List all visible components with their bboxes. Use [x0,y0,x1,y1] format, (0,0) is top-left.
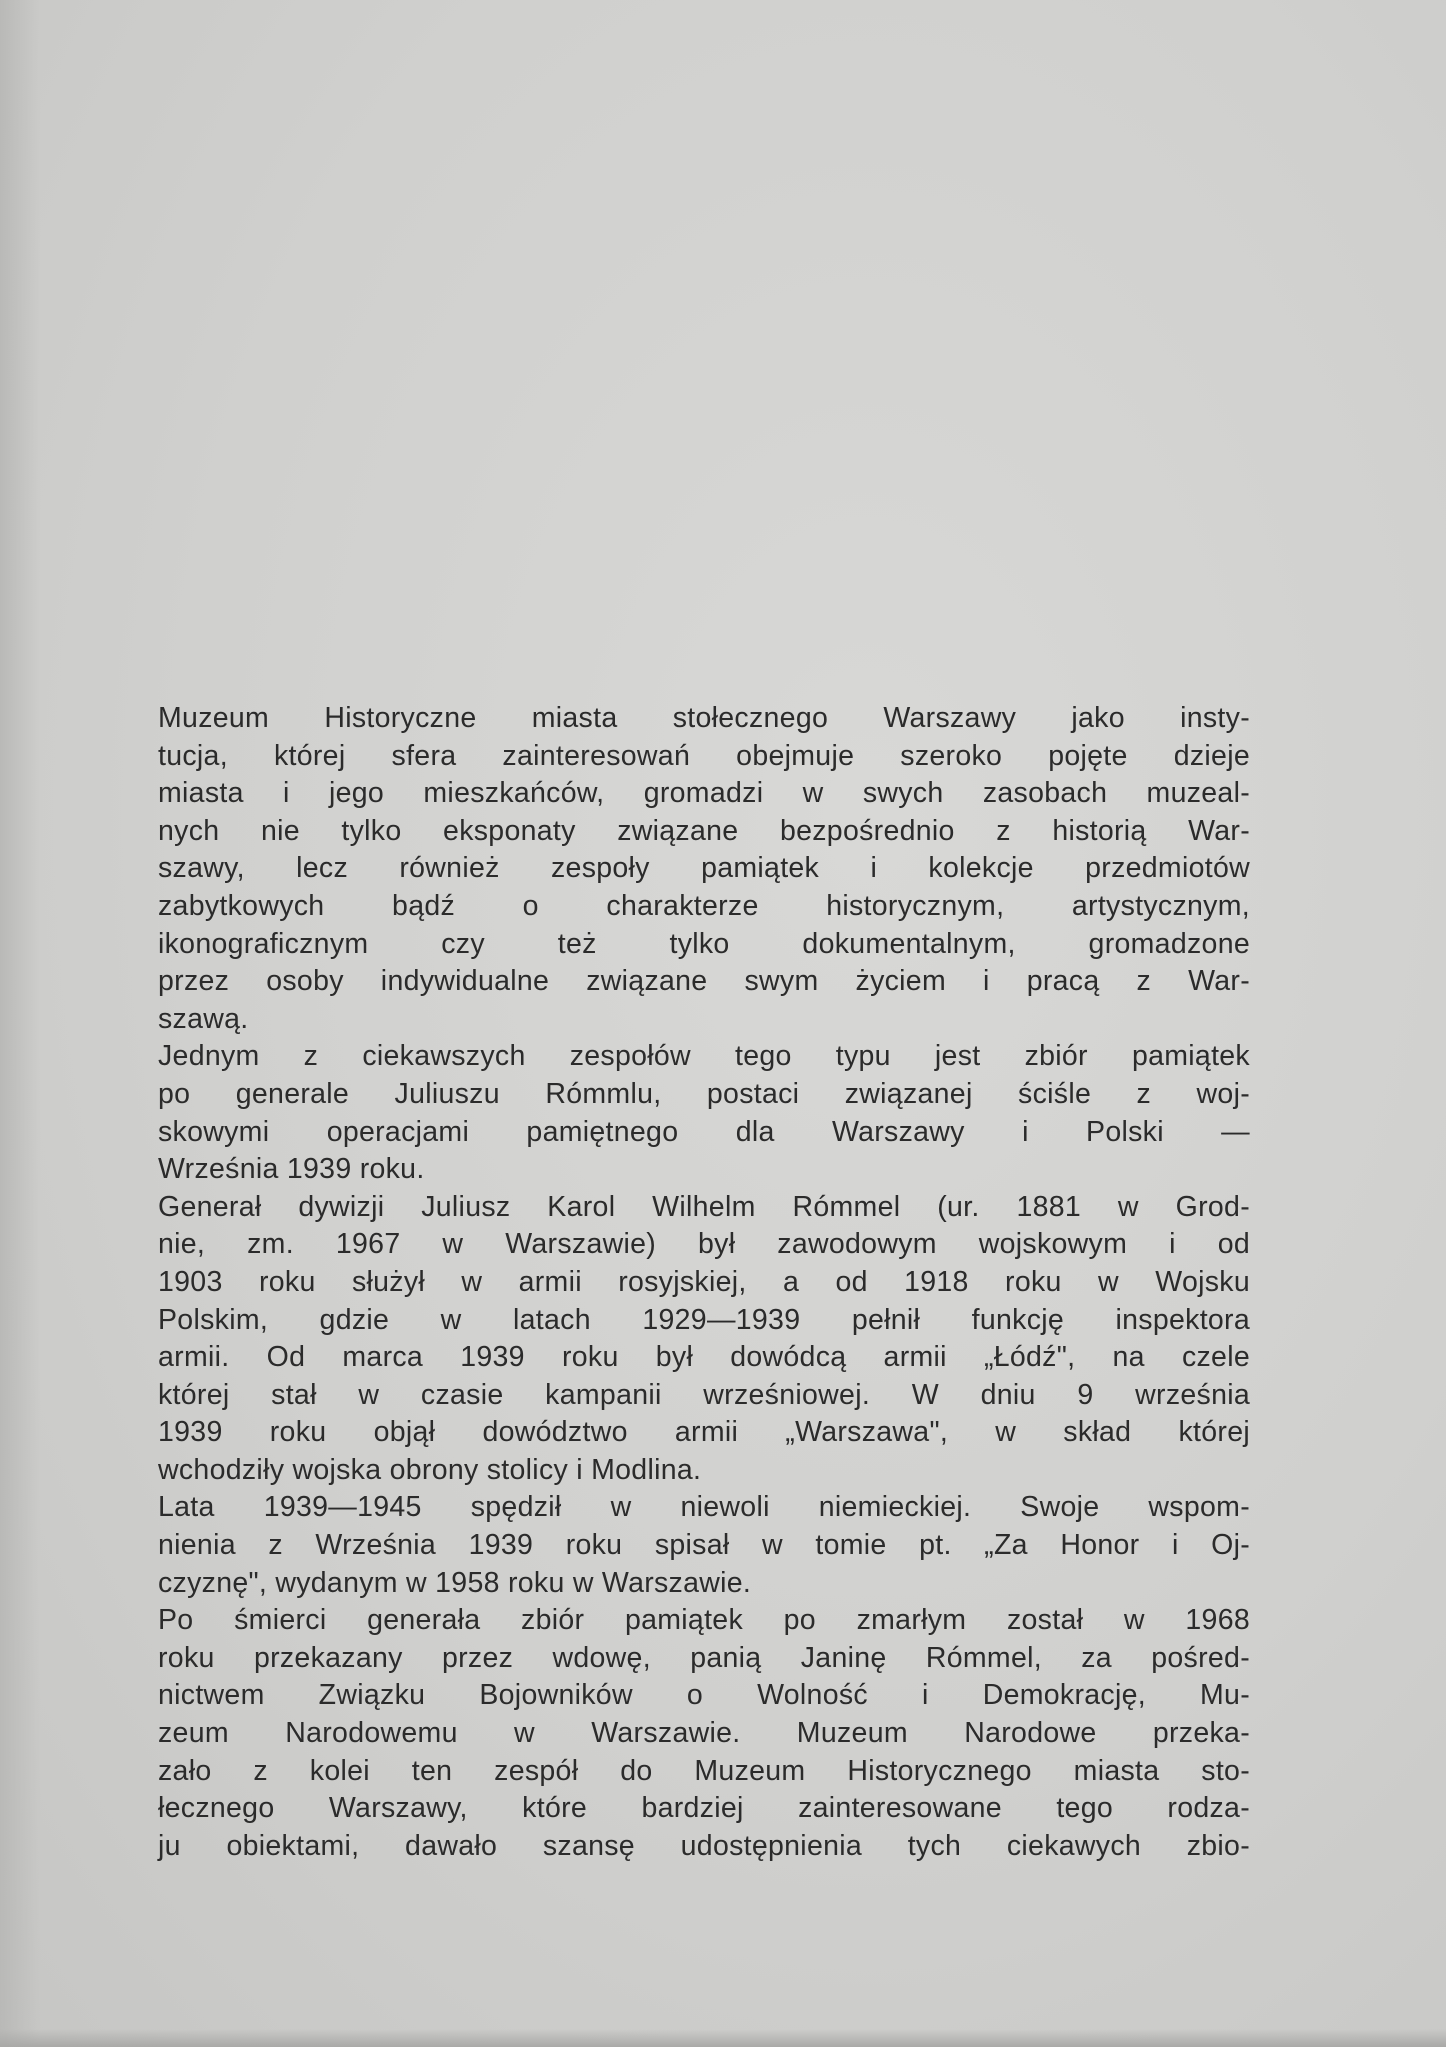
text-line: 1939 roku objął dowództwo armii „Warszawa", w skład której [158,1416,1250,1449]
text-line: nie, zm. 1967 w Warszawie) był zawodowym wojskowym i od [158,1228,1250,1261]
text-line: łecznego Warszawy, które bardziej zainteresowane tego rodza- [158,1792,1250,1825]
text-line: nienia z Września 1939 roku spisał w tomie pt. „Za Honor i Oj- [158,1529,1250,1562]
text-line: ju obiektami, dawało szansę udostępnienia tych ciekawych zbio- [158,1829,1250,1862]
text-line: Polskim, gdzie w latach 1929—1939 pełnił funkcję inspektora [158,1303,1250,1336]
text-line: skowymi operacjami pamiętnego dla Warszawy i Polski — [158,1115,1250,1148]
text-line: Jednym z ciekawszych zespołów tego typu jest zbiór pamiątek [158,1040,1250,1073]
text-line: Września 1939 roku. [158,1153,425,1186]
text-line: miasta i jego mieszkańców, gromadzi w swych zasobach muzeal- [158,777,1250,810]
text-line: 1903 roku służył w armii rosyjskiej, a od 1918 roku w Wojsku [158,1265,1250,1298]
text-line: nych nie tylko eksponaty związane bezpośrednio z historią War- [158,814,1250,847]
text-line: nictwem Związku Bojowników o Wolność i Demokrację, Mu- [158,1679,1250,1712]
text-line: szawy, lecz również zespoły pamiątek i kolekcje przedmiotów [158,852,1250,885]
text-line: Po śmierci generała zbiór pamiątek po zmarłym został w 1968 [158,1604,1250,1637]
text-line: po generale Juliuszu Rómmlu, postaci związanej ściśle z woj- [158,1077,1250,1110]
binding-shadow [0,0,40,2047]
text-line: szawą. [158,1002,249,1035]
text-line: ikonograficznym czy też tylko dokumentalnym, gromadzone [158,927,1250,960]
text-line: zabytkowych bądź o charakterze historycznym, artystycznym, [158,889,1250,922]
text-line: Muzeum Historyczne miasta stołecznego Warszawy jako insty- [158,702,1250,734]
text-line: przez osoby indywidualne związane swym życiem i pracą z War- [158,965,1250,998]
text-line: tucja, której sfera zainteresowań obejmuje szeroko pojęte dzieje [158,739,1250,772]
text-line: roku przekazany przez wdowę, panią Janinę Rómmel, za pośred- [158,1641,1250,1674]
text-line: zeum Narodowemu w Warszawie. Muzeum Narodowe przeka- [158,1717,1250,1750]
text-line: której stał w czasie kampanii wrześniowej. W dniu 9 września [158,1378,1250,1411]
text-line: wchodziły wojska obrony stolicy i Modlina. [158,1453,702,1486]
page-bottom-edge [0,2029,1446,2047]
text-line: armii. Od marca 1939 roku był dowódcą armii „Łódź", na czele [158,1341,1250,1374]
text-line: Lata 1939—1945 spędził w niewoli niemieckiej. Swoje wspom- [158,1491,1250,1524]
body-text [158,700,1250,1865]
text-line: czyznę", wydanym w 1958 roku w Warszawie. [158,1566,752,1599]
text-line: Generał dywizji Juliusz Karol Wilhelm Rómmel (ur. 1881 w Grod- [158,1190,1250,1223]
text-line: zało z kolei ten zespół do Muzeum Historycznego miasta sto- [158,1754,1250,1787]
